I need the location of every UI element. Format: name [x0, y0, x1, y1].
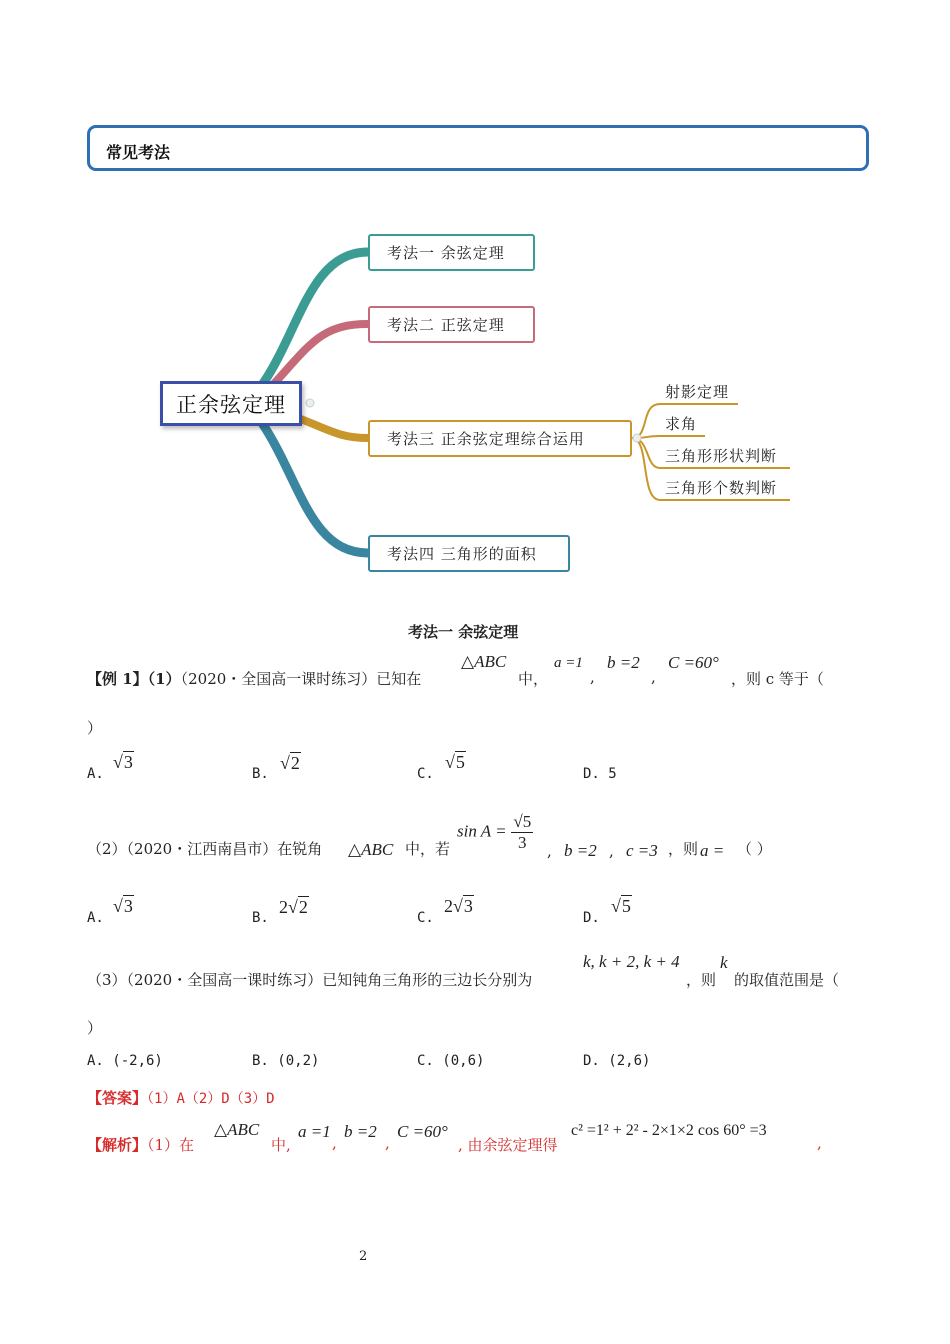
analysis-a: a =1	[298, 1122, 331, 1141]
answer-line	[87, 1087, 275, 1108]
page-number: 2	[359, 1249, 368, 1264]
p2-option-a: A.	[87, 910, 104, 926]
part1-mid: 中，	[518, 670, 549, 688]
mindmap-branch-3: 考法三 正余弦定理综合运用	[368, 420, 632, 457]
option-d: D. 5	[583, 766, 617, 782]
part3-close-paren: ）	[87, 1019, 103, 1037]
example-label: 【例 1】	[87, 670, 148, 688]
connector-branch1	[262, 252, 368, 385]
part2-c: c =3	[626, 841, 658, 860]
analysis-t4: ,	[817, 1134, 822, 1152]
section-header-title: 常见考法	[106, 143, 171, 162]
analysis-t2: 中,	[271, 1136, 291, 1154]
option-a-value: √3	[113, 752, 133, 772]
connector-branch3	[298, 418, 368, 438]
answer-label: 【答案】	[87, 1089, 148, 1107]
analysis-C: C =60°	[397, 1122, 448, 1141]
part3-sides: k, k + 2, k + 4	[583, 952, 680, 971]
mindmap-sub-item: 三角形个数判断	[665, 479, 778, 497]
analysis-formula: c² =1² + 2² - 2×1×2 cos 60° =3	[571, 1122, 767, 1139]
p2-option-b: B.	[252, 910, 269, 926]
part2-mid: 中，若	[405, 840, 451, 858]
analysis-text1: （1）在	[147, 1136, 195, 1154]
mindmap-branch-4: 考法四 三角形的面积	[368, 535, 570, 572]
mindmap-root: 正余弦定理	[160, 381, 302, 426]
p2-option-d-value: √5	[611, 896, 631, 916]
p3-option-d: D. (2,6)	[583, 1053, 651, 1069]
example1-part1-line	[87, 668, 421, 689]
part2-b: b =2	[564, 841, 597, 860]
p2-option-a-value: √3	[113, 896, 133, 916]
b-equals: b =2	[607, 653, 640, 672]
answer-text: （1）A（2）D（3）D	[147, 1091, 275, 1107]
option-a: A.	[87, 766, 104, 782]
p2-option-d: D.	[583, 910, 600, 926]
part1-close-paren: ）	[87, 719, 103, 737]
p2-option-b-value: 2√2	[279, 897, 308, 917]
mindmap-sub-item: 三角形形状判断	[665, 447, 778, 465]
p3-option-b: B. (0,2)	[252, 1053, 320, 1069]
option-b: B.	[252, 766, 269, 782]
triangle-abc: △ABC	[461, 652, 507, 671]
analysis-label: 【解析】	[87, 1136, 148, 1154]
C-equals: C =60°	[668, 653, 719, 672]
part3-text: （3）（2020・全国高一课时练习）已知钝角三角形的三边长分别为	[87, 971, 533, 989]
part1-text: （2020・全国高一课时练习）已知在	[180, 670, 422, 688]
part2-triangle: △ABC	[348, 840, 394, 859]
method1-title: 考法一 余弦定理	[408, 623, 519, 641]
part3-k: k	[720, 953, 728, 972]
analysis-start	[87, 1134, 194, 1155]
connector-branch2	[270, 324, 368, 388]
part1-ask: ，则 c 等于（	[731, 670, 824, 688]
part1-number: （1）	[147, 670, 181, 688]
p3-option-c: C. (0,6)	[417, 1053, 485, 1069]
p3-option-a: A. (-2,6)	[87, 1053, 163, 1069]
option-c-value: √5	[445, 752, 465, 772]
part2-ask: ，则	[668, 840, 699, 858]
option-b-value: √2	[280, 753, 300, 773]
analysis-t3: , 由余弦定理得	[458, 1136, 558, 1154]
mindmap-branch-1: 考法一 余弦定理	[368, 234, 535, 271]
p2-option-c-value: 2√3	[444, 896, 473, 916]
part2-a: a =	[700, 841, 725, 860]
part3-ask: 的取值范围是（	[734, 971, 840, 989]
analysis-b: b =2	[344, 1122, 377, 1141]
option-c: C.	[417, 766, 434, 782]
analysis-triangle: △ABC	[214, 1120, 260, 1139]
part2-text: （2）（2020・江西南昌市）在锐角	[87, 840, 323, 858]
mindmap-sub-item: 求角	[665, 415, 698, 433]
p2-option-c: C.	[417, 910, 434, 926]
a-equals: a =1	[554, 655, 583, 671]
part2-sin-expression: sin A = $\frac{√5}{3}$	[457, 812, 532, 852]
mindmap-branch-2: 考法二 正弦定理	[368, 306, 535, 343]
part2-blank: （ ）	[737, 840, 772, 858]
mindmap-sub-item: 射影定理	[665, 383, 730, 401]
connector-branch4	[262, 423, 368, 553]
part3-mid: ，则	[686, 971, 717, 989]
